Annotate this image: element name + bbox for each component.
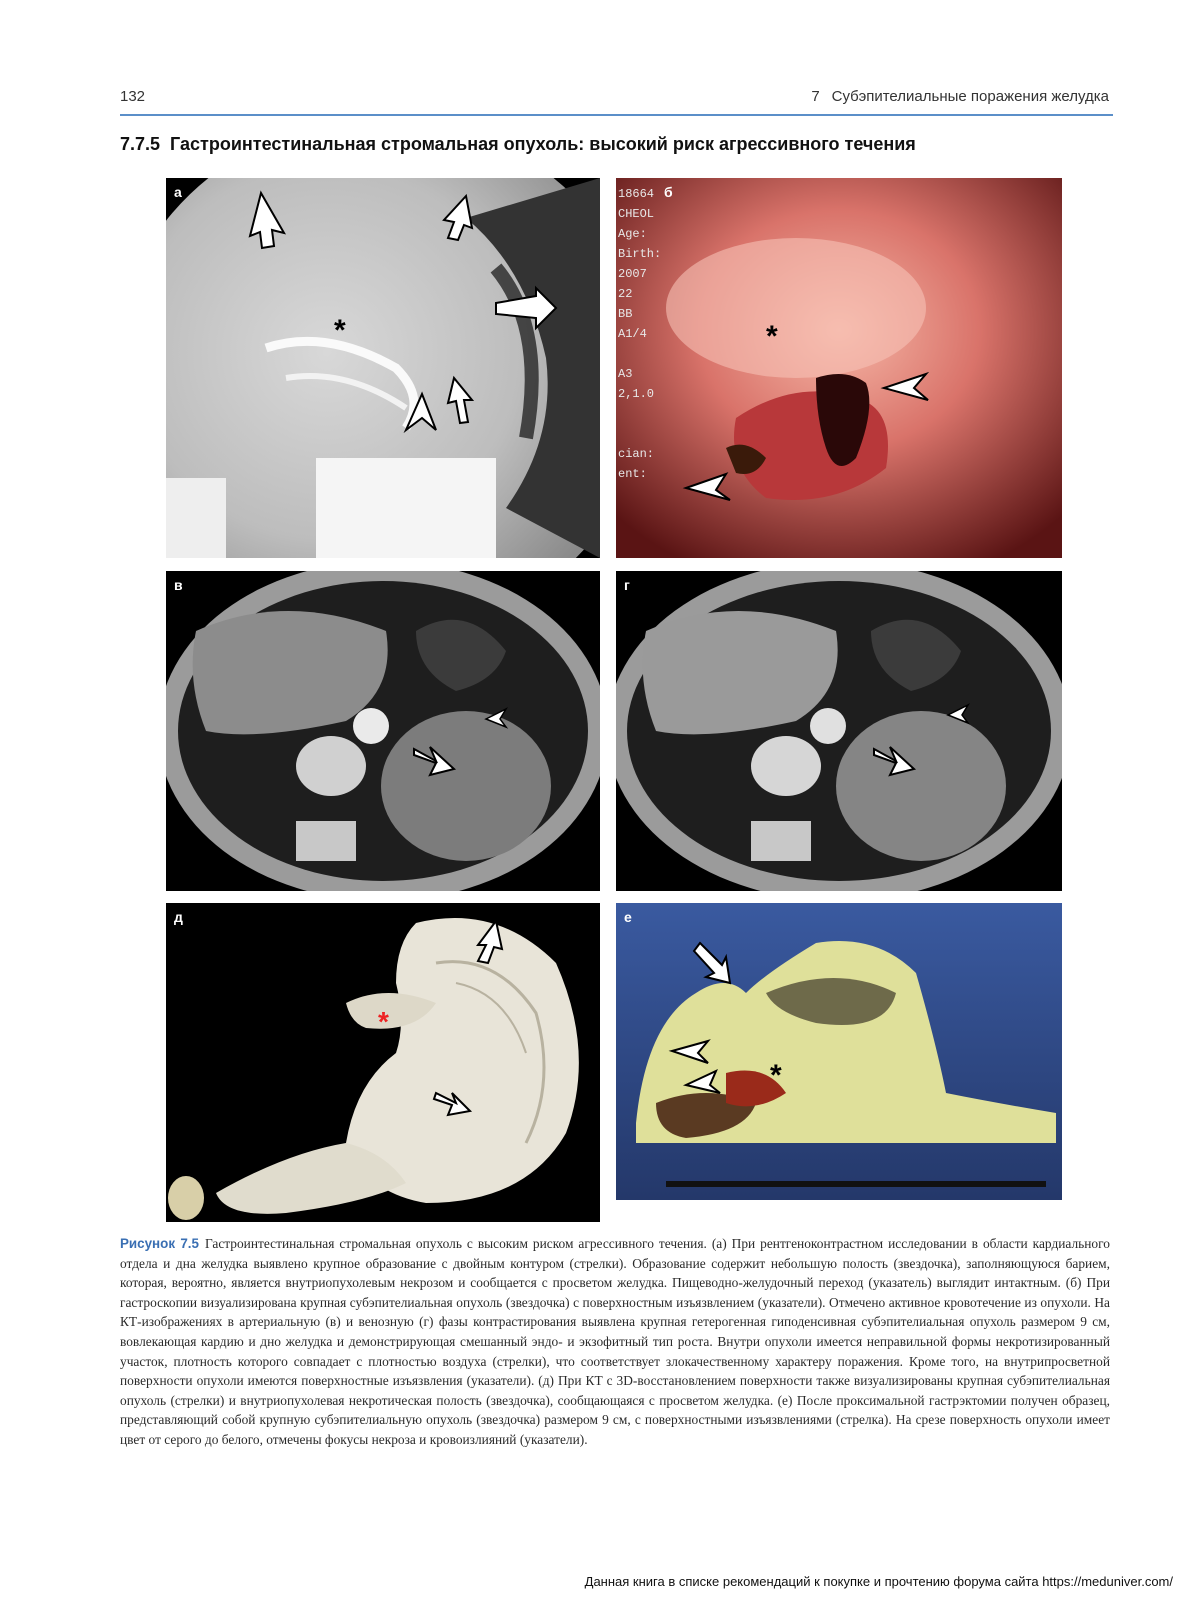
arrowhead-icon	[948, 705, 968, 723]
panel-d-label: г	[624, 577, 630, 593]
panel-f-label: е	[624, 909, 632, 925]
osd-line: Birth:	[618, 247, 662, 261]
panel-f-annotations	[616, 903, 1062, 1200]
running-head	[811, 88, 1109, 105]
panel-c-label: в	[174, 577, 183, 593]
star-marker: *	[766, 320, 778, 353]
panel-a-annotations	[166, 178, 600, 558]
chapter-number: 7	[811, 88, 820, 105]
arrow-icon	[874, 747, 914, 775]
header-rule	[120, 114, 1113, 116]
section-number: 7.7.5	[120, 134, 161, 154]
osd-line: BB	[618, 307, 633, 321]
panel-b-label: б	[664, 184, 673, 200]
osd-line: A3	[618, 367, 633, 381]
arrow-icon	[694, 943, 730, 983]
section-title: Гастроинтестинальная стромальная опухоль: высокий риск агрессивного течения	[170, 134, 916, 154]
panel-c-annotations	[166, 571, 600, 891]
panel-d-annotations	[616, 571, 1062, 891]
panel-b-annotations	[616, 178, 1062, 558]
arrowhead-icon	[406, 394, 436, 430]
panel-a-xray	[166, 178, 600, 558]
arrowhead-icon	[672, 1041, 720, 1093]
osd-line: Age:	[618, 227, 647, 241]
panel-c-ct-arterial	[166, 571, 600, 891]
star-marker: *	[770, 1059, 782, 1092]
panel-e-annotations	[166, 903, 600, 1222]
chapter-title: Субэпителиальные поражения желудка	[831, 88, 1109, 105]
panel-b-endoscopy	[616, 178, 1062, 558]
arrowhead-icon	[486, 709, 506, 727]
osd-line: 22	[618, 287, 633, 301]
panel-e-label: д	[174, 909, 183, 925]
star-marker: *	[378, 1006, 389, 1037]
osd-line: CHEOL	[618, 207, 655, 221]
star-marker: *	[334, 314, 346, 347]
footer-note: Данная книга в списке рекомендаций к покупке и прочтению форума сайта https://meduniver.com/	[584, 1574, 1173, 1589]
arrow-icon	[250, 193, 556, 423]
osd-line: 2007	[618, 267, 647, 281]
osd-line: 2,1.0	[618, 387, 655, 401]
osd-line: A1/4	[618, 327, 647, 341]
figure-caption	[120, 1234, 1110, 1450]
caption-text: Гастроинтестинальная стромальная опухоль с высоким риском агрессивного течения. (а) При рентгеноконтрастном исследовании в области кардиального отдела и дна желудка выявлено крупное образование с двойным контуром (стрелки). Образование содержит небольшую полость (звездочка), заполняющуюся барием, которая, вероятно, является внутриопухолевым некрозом и сообщается с просветом желудка. Пищеводно-желудочный переход (указатель) выглядит интактным. (б) При гастроскопии визуализирована крупная субэпителиальная опухоль (звездочка) с поверхностным изъязвлением (указатели). Отмечено активное кровотечение из опухоли. На КТ-изображениях в артериальную (в) и венозную (г) фазы контрастирования выявлена крупная гетерогенная гиподенсивная субэпителиальная опухоль размером 9 см, вовлекающая кардию и дно желудка и демонстрирующая смешанный эндо- и экзофитный тип роста. Внутри опухоли имеется неправильной формы некротизированный участок, плотность которого совпадает с плотностью воздуха (стрелки), что соответствует злокачественному характеру поражения. Кроме того, на внутрипросветной поверхности опухоли имеются поверхностные изъязвления (указатели). (д) При КТ с 3D-восстановлением поверхности также визуализированы крупная субэпителиальная опухоль (стрелки) и внутриопухолевая некротическая полость (звездочка), сообщающаяся с просветом желудка. (е) После проксимальной гастрэктомии получен образец, представляющий собой крупную субэпителиальную опухоль (звездочка) размером 9 см, с поверхностными изъязвлениями (стрелка). На срезе поверхность опухоли имеет цвет от серого до белого, отмечены фокусы некроза и кровоизлияний (указатели).	[120, 1236, 1110, 1447]
figure	[166, 178, 1062, 1222]
arrowhead-icon	[686, 374, 928, 500]
osd-line: 18664	[618, 187, 655, 201]
panel-d-ct-venous	[616, 571, 1062, 891]
osd-line: cian:	[618, 447, 655, 461]
osd-line: ent:	[618, 467, 647, 481]
page-number: 132	[120, 88, 146, 105]
panel-a-label: а	[174, 184, 182, 200]
arrow-icon	[414, 747, 454, 775]
panel-f-specimen	[616, 903, 1062, 1200]
arrow-icon	[434, 921, 502, 1115]
caption-label: Рисунок 7.5	[120, 1236, 199, 1251]
panel-e-3d-ct	[166, 903, 600, 1222]
section-heading	[120, 134, 916, 155]
